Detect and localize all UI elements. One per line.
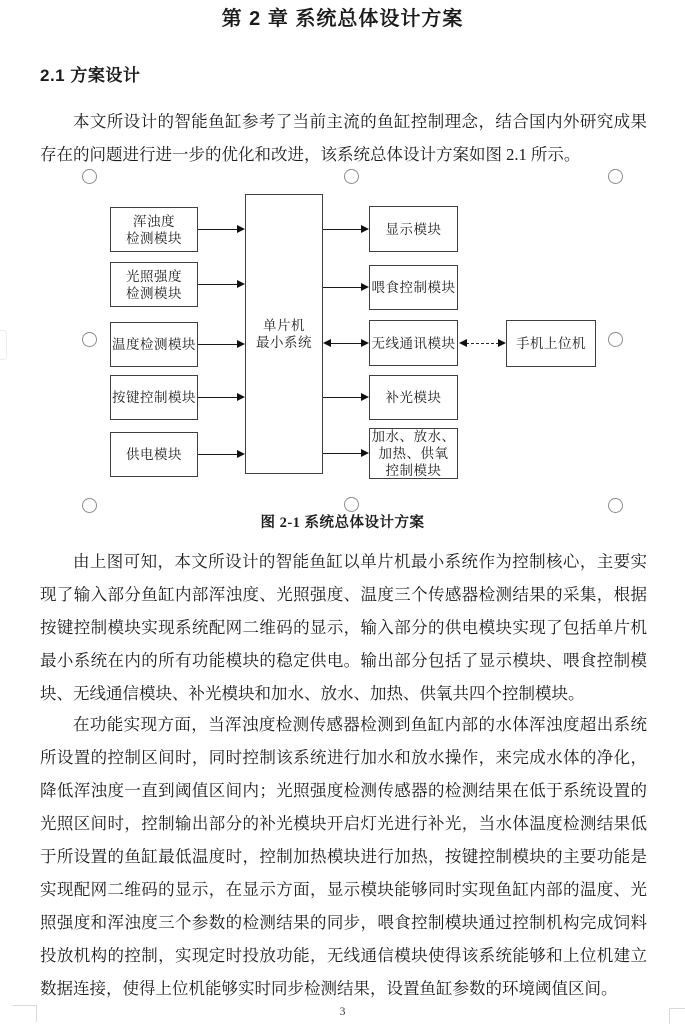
arrow-mcu-to-water-control bbox=[323, 449, 369, 458]
module-box-light-intensity[interactable]: 光照强度 检测模块 bbox=[110, 262, 198, 307]
paragraph-overview: 由上图可知，本文所设计的智能鱼缸以单片机最小系统作为控制核心，主要实现了输入部分鱼缸内部浑浊度、光照强度、温度三个传感器检测结果的采集，根据按键控制模块实现系统配网二维码的显示，输入部分的供电模块实现了包括单片机最小系统在内的所有功能模块的稳定供电。输出部分包括了显示模块、喂食控制模块、无线通信模块、补光模块和加水、放水、加热、供氧共四个控制模块。 bbox=[40, 552, 647, 703]
module-box-phone-host[interactable]: 手机上位机 bbox=[506, 320, 596, 367]
resize-handle-mid-left[interactable] bbox=[82, 332, 97, 347]
resize-handle-bottom-center[interactable] bbox=[344, 497, 359, 512]
resize-handle-mid-right[interactable] bbox=[608, 332, 623, 347]
figure-canvas bbox=[0, 166, 685, 518]
paragraph-function-detail: 在功能实现方面，当浑浊度检测传感器检测到鱼缸内部的水体浑浊度超出系统所设置的控制区间时，同时控制该系统进行加水和放水操作，来完成水体的净化，降低浑浊度一直到阈值区间内；光照强度检测传感器的检测结果在低于系统设置的光照区间时，控制输出部分的补光模块开启灯光进行补光，当水体温度检测结果低于所设置的鱼缸最低温度时，控制加热模块进行加热，按键控制模块的主要功能是实现配网二维码的显示，在显示方面，显示模块能够同时实现鱼缸内部的温度、光照强度和浑浊度三个参数的检测结果的同步，喂食控制模块通过控制机构完成饲料投放机构的控制，实现定时投放功能，无线通信模块使得该系统能够和上位机建立数据连接，使得上位机能够实时同步检测结果，设置鱼缸参数的环境阈值区间。 bbox=[40, 715, 647, 998]
arrow-light-to-mcu bbox=[198, 280, 245, 289]
resize-handle-top-right[interactable] bbox=[608, 169, 623, 184]
module-box-display[interactable]: 显示模块 bbox=[369, 206, 458, 252]
paragraph-intro: 本文所设计的智能鱼缸参考了当前主流的鱼缸控制理念，结合国内外研究成果存在的问题进行进一步的优化和改进，该系统总体设计方案如图 2.1 所示。 bbox=[40, 112, 647, 164]
arrow-mcu-to-display bbox=[323, 225, 369, 234]
resize-handle-top-left[interactable] bbox=[82, 169, 97, 184]
arrow-turbidity-to-mcu bbox=[198, 225, 245, 234]
arrow-power-to-mcu bbox=[198, 450, 245, 459]
figure-caption: 图 2-1 系统总体设计方案 bbox=[260, 515, 425, 531]
module-box-power-supply[interactable]: 供电模块 bbox=[110, 432, 198, 477]
chapter-title: 第 2 章 系统总体设计方案 bbox=[221, 8, 464, 30]
arrow-key-to-mcu bbox=[198, 393, 245, 402]
arrow-wireless-phone-dashed-bidirectional bbox=[459, 339, 506, 348]
module-box-fill-light[interactable]: 补光模块 bbox=[369, 375, 458, 420]
module-box-temperature[interactable]: 温度检测模块 bbox=[110, 322, 198, 367]
arrow-mcu-to-fill-light bbox=[323, 393, 369, 402]
resize-handle-top-center[interactable] bbox=[344, 169, 359, 184]
module-box-water-heat-oxygen-control[interactable]: 加水、放水、 加热、供氧 控制模块 bbox=[369, 428, 458, 479]
arrow-mcu-wireless-bidirectional bbox=[323, 339, 369, 348]
module-box-feeding-control[interactable]: 喂食控制模块 bbox=[369, 265, 458, 310]
module-box-wireless-comm[interactable]: 无线通讯模块 bbox=[369, 320, 458, 366]
arrow-temperature-to-mcu bbox=[198, 340, 245, 349]
left-edge-artifact bbox=[0, 330, 7, 360]
section-heading: 2.1 方案设计 bbox=[40, 66, 141, 85]
module-box-mcu-minimum-system[interactable]: 单片机 最小系统 bbox=[245, 194, 323, 474]
module-box-key-control[interactable]: 按键控制模块 bbox=[110, 375, 198, 420]
page-number: 3 bbox=[339, 1004, 346, 1018]
module-box-turbidity[interactable]: 浑浊度 检测模块 bbox=[110, 207, 198, 252]
arrow-mcu-to-feeding bbox=[323, 283, 369, 292]
